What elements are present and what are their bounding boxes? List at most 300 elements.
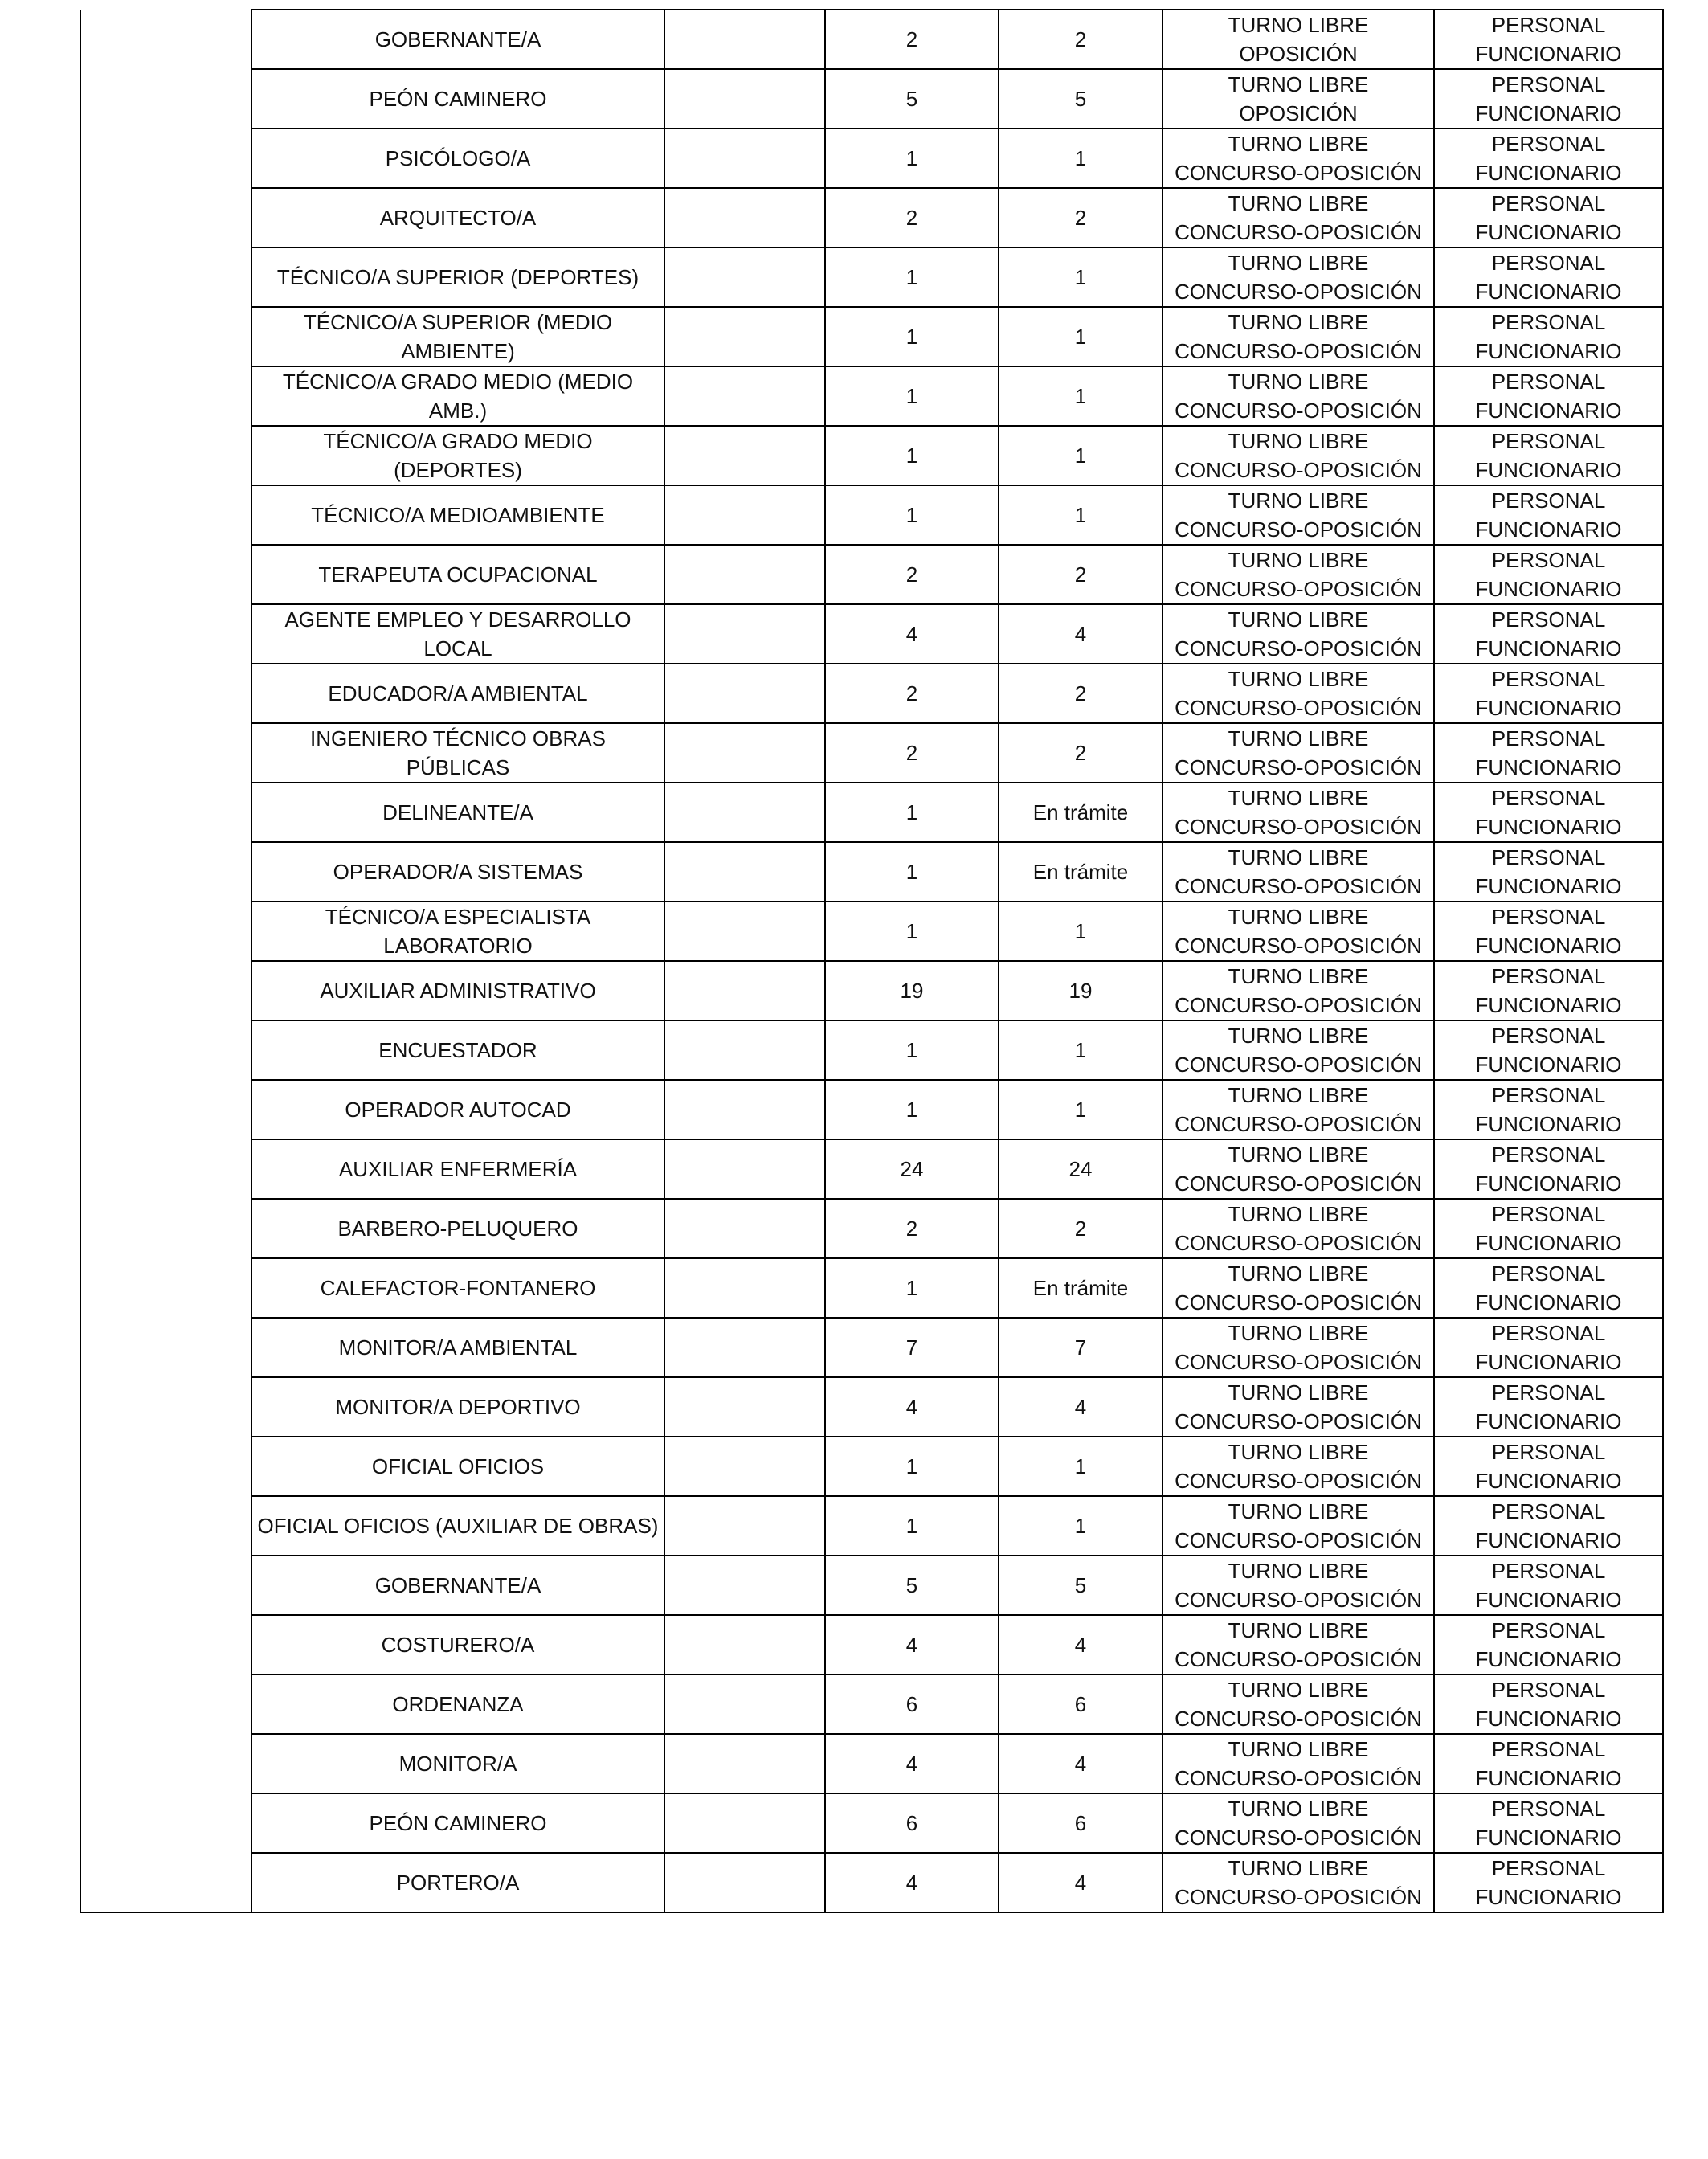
plazas-cell: 2 [825,545,999,604]
plazas-cell: 2 [825,1199,999,1258]
acceso-cell-line: CONCURSO-OPOSICIÓN [1175,1053,1422,1077]
cubiertas-cell: 6 [999,1793,1163,1853]
acceso-cell-line: TURNO LIBRE [1228,489,1369,513]
cubiertas-cell: 2 [999,545,1163,604]
regimen-cell-line: FUNCIONARIO [1475,458,1622,482]
regimen-cell-line: FUNCIONARIO [1475,1290,1622,1315]
plazas-cell: 1 [825,1020,999,1080]
table-row [80,1674,1663,1734]
acceso-cell-line: CONCURSO-OPOSICIÓN [1175,1826,1422,1850]
regimen-cell-line: PERSONAL [1491,905,1606,929]
acceso-cell-line: CONCURSO-OPOSICIÓN [1175,1172,1422,1196]
empty-cell [664,1615,825,1674]
plazas-cell: 2 [825,723,999,783]
puesto-cell: MONITOR/A AMBIENTAL [251,1318,664,1377]
acceso-cell [1163,1556,1434,1615]
regimen-cell [1434,902,1663,961]
regimen-cell-line: FUNCIONARIO [1475,1469,1622,1493]
acceso-cell-line: TURNO LIBRE [1228,1261,1369,1286]
acceso-cell-line: TURNO LIBRE [1228,370,1369,394]
table-row [80,1318,1663,1377]
puesto-cell: OPERADOR AUTOCAD [251,1080,664,1139]
acceso-cell [1163,723,1434,783]
acceso-cell-line: CONCURSO-OPOSICIÓN [1175,934,1422,958]
cubiertas-cell: 4 [999,1853,1163,1912]
puesto-cell: COSTURERO/A [251,1615,664,1674]
table-row [80,1080,1663,1139]
acceso-cell-line: CONCURSO-OPOSICIÓN [1175,755,1422,779]
acceso-cell-line: CONCURSO-OPOSICIÓN [1175,1350,1422,1374]
table-row [80,902,1663,961]
acceso-cell [1163,188,1434,247]
empty-cell [664,1496,825,1556]
puesto-cell: ORDENANZA [251,1674,664,1734]
cubiertas-cell: 2 [999,664,1163,723]
plazas-cell: 6 [825,1674,999,1734]
regimen-cell-line: FUNCIONARIO [1475,399,1622,423]
acceso-cell-line: CONCURSO-OPOSICIÓN [1175,874,1422,898]
regimen-cell-line: PERSONAL [1491,964,1606,988]
regimen-cell-line: PERSONAL [1491,1856,1606,1880]
regimen-cell-line: PERSONAL [1491,726,1606,750]
acceso-cell [1163,10,1434,69]
regimen-cell-line: PERSONAL [1491,132,1606,156]
empty-cell [664,1793,825,1853]
acceso-cell-line: TURNO LIBRE [1228,1380,1369,1405]
regimen-cell-line: PERSONAL [1491,72,1606,96]
acceso-cell-line: CONCURSO-OPOSICIÓN [1175,815,1422,839]
regimen-cell-line: PERSONAL [1491,548,1606,572]
cubiertas-cell: 1 [999,1020,1163,1080]
empty-cell [664,961,825,1020]
acceso-cell [1163,545,1434,604]
regimen-cell [1434,1020,1663,1080]
acceso-cell-line: CONCURSO-OPOSICIÓN [1175,399,1422,423]
plazas-cell: 1 [825,129,999,188]
acceso-cell-line: CONCURSO-OPOSICIÓN [1175,280,1422,304]
acceso-cell [1163,1199,1434,1258]
regimen-cell [1434,485,1663,545]
regimen-cell-line: FUNCIONARIO [1475,1766,1622,1790]
regimen-cell [1434,1674,1663,1734]
acceso-cell-line: CONCURSO-OPOSICIÓN [1175,1528,1422,1552]
acceso-cell-line: TURNO LIBRE [1228,1143,1369,1167]
cubiertas-cell: 2 [999,723,1163,783]
acceso-cell-line: CONCURSO-OPOSICIÓN [1175,1647,1422,1671]
acceso-cell-line: TURNO LIBRE [1228,1797,1369,1821]
plazas-cell: 2 [825,188,999,247]
puesto-cell: AUXILIAR ENFERMERÍA [251,1139,664,1199]
plazas-cell: 4 [825,1734,999,1793]
table-row [80,783,1663,842]
regimen-cell [1434,1139,1663,1199]
empty-cell [664,723,825,783]
table-row [80,1793,1663,1853]
regimen-cell-line: FUNCIONARIO [1475,1647,1622,1671]
cubiertas-cell: 1 [999,1496,1163,1556]
regimen-cell-line: FUNCIONARIO [1475,1826,1622,1850]
table-body [80,10,1663,1912]
cubiertas-cell: 1 [999,1080,1163,1139]
empty-cell [664,1258,825,1318]
puesto-cell: DELINEANTE/A [251,783,664,842]
puesto-cell: PSICÓLOGO/A [251,129,664,188]
regimen-cell-line: PERSONAL [1491,251,1606,275]
empty-cell [664,842,825,902]
cubiertas-cell: 5 [999,69,1163,129]
regimen-cell [1434,545,1663,604]
regimen-cell-line: PERSONAL [1491,489,1606,513]
regimen-cell-line: FUNCIONARIO [1475,577,1622,601]
acceso-cell [1163,604,1434,664]
acceso-cell [1163,1258,1434,1318]
regimen-cell [1434,129,1663,188]
regimen-cell-line: PERSONAL [1491,1499,1606,1523]
regimen-cell-line: FUNCIONARIO [1475,517,1622,542]
regimen-cell-line: FUNCIONARIO [1475,1350,1622,1374]
regimen-cell [1434,307,1663,366]
group-cell [80,10,251,1912]
regimen-cell [1434,366,1663,426]
plazas-cell: 1 [825,902,999,961]
regimen-cell-line: FUNCIONARIO [1475,636,1622,660]
regimen-cell-line: PERSONAL [1491,1380,1606,1405]
regimen-cell [1434,1258,1663,1318]
table-row [80,1615,1663,1674]
acceso-cell [1163,1080,1434,1139]
table-row [80,1258,1663,1318]
acceso-cell [1163,961,1434,1020]
regimen-cell-line: PERSONAL [1491,1737,1606,1761]
table-row [80,69,1663,129]
regimen-cell-line: PERSONAL [1491,310,1606,334]
regimen-cell-line: PERSONAL [1491,429,1606,453]
regimen-cell [1434,723,1663,783]
empty-cell [664,1734,825,1793]
cubiertas-cell: 7 [999,1318,1163,1377]
regimen-cell-line: PERSONAL [1491,1202,1606,1226]
acceso-cell [1163,426,1434,485]
regimen-cell [1434,1199,1663,1258]
table-row [80,1139,1663,1199]
empty-cell [664,426,825,485]
empty-cell [664,1199,825,1258]
empty-cell [664,1853,825,1912]
acceso-cell [1163,69,1434,129]
regimen-cell [1434,1615,1663,1674]
puesto-cell: TÉCNICO/A MEDIOAMBIENTE [251,485,664,545]
puesto-cell: OPERADOR/A SISTEMAS [251,842,664,902]
table-row [80,842,1663,902]
acceso-cell-line: TURNO LIBRE OPOSICIÓN [1228,72,1369,125]
empty-cell [664,545,825,604]
acceso-cell-line: CONCURSO-OPOSICIÓN [1175,1885,1422,1909]
acceso-cell [1163,1318,1434,1377]
puesto-cell: TÉCNICO/A GRADO MEDIO (DEPORTES) [251,426,664,485]
regimen-cell-line: PERSONAL [1491,1024,1606,1048]
acceso-cell [1163,1377,1434,1437]
empty-cell [664,1556,825,1615]
cubiertas-cell: 1 [999,902,1163,961]
acceso-cell-line: TURNO LIBRE [1228,1737,1369,1761]
acceso-cell [1163,485,1434,545]
acceso-cell-line: CONCURSO-OPOSICIÓN [1175,339,1422,363]
acceso-cell [1163,1437,1434,1496]
regimen-cell [1434,69,1663,129]
puesto-cell: OFICIAL OFICIOS [251,1437,664,1496]
cubiertas-cell: En trámite [999,1258,1163,1318]
cubiertas-cell: 1 [999,247,1163,307]
puesto-cell: PEÓN CAMINERO [251,1793,664,1853]
empty-cell [664,1674,825,1734]
regimen-cell [1434,1793,1663,1853]
table-row [80,723,1663,783]
regimen-cell-line: PERSONAL [1491,370,1606,394]
acceso-cell-line: TURNO LIBRE OPOSICIÓN [1228,13,1369,66]
puesto-cell: INGENIERO TÉCNICO OBRAS PÚBLICAS [251,723,664,783]
acceso-cell [1163,129,1434,188]
acceso-cell [1163,366,1434,426]
cubiertas-cell: 4 [999,604,1163,664]
empty-cell [664,188,825,247]
regimen-cell-line: FUNCIONARIO [1475,815,1622,839]
acceso-cell-line: TURNO LIBRE [1228,726,1369,750]
plazas-cell: 6 [825,1793,999,1853]
regimen-cell [1434,1496,1663,1556]
plazas-cell: 1 [825,1437,999,1496]
regimen-cell-line: FUNCIONARIO [1475,339,1622,363]
regimen-cell-line: FUNCIONARIO [1475,874,1622,898]
acceso-cell-line: TURNO LIBRE [1228,786,1369,810]
acceso-cell-line: TURNO LIBRE [1228,964,1369,988]
regimen-cell-line: FUNCIONARIO [1475,280,1622,304]
acceso-cell-line: CONCURSO-OPOSICIÓN [1175,1588,1422,1612]
cubiertas-cell: 2 [999,1199,1163,1258]
regimen-cell-line: PERSONAL [1491,845,1606,869]
regimen-cell-line: FUNCIONARIO [1475,934,1622,958]
acceso-cell [1163,1853,1434,1912]
table-row [80,1377,1663,1437]
puesto-cell: MONITOR/A DEPORTIVO [251,1377,664,1437]
empty-cell [664,1020,825,1080]
regimen-cell [1434,961,1663,1020]
regimen-cell-line: PERSONAL [1491,1618,1606,1642]
puesto-cell: TERAPEUTA OCUPACIONAL [251,545,664,604]
cubiertas-cell: 1 [999,485,1163,545]
regimen-cell-line: PERSONAL [1491,13,1606,37]
table-row [80,307,1663,366]
empty-cell [664,1139,825,1199]
puesto-cell: GOBERNANTE/A [251,10,664,69]
acceso-cell-line: TURNO LIBRE [1228,905,1369,929]
puesto-cell: TÉCNICO/A SUPERIOR (DEPORTES) [251,247,664,307]
acceso-cell-line: TURNO LIBRE [1228,429,1369,453]
plazas-cell: 1 [825,485,999,545]
cubiertas-cell: En trámite [999,842,1163,902]
regimen-cell-line: PERSONAL [1491,1261,1606,1286]
empty-cell [664,366,825,426]
regimen-cell-line: PERSONAL [1491,1083,1606,1107]
acceso-cell [1163,1674,1434,1734]
regimen-cell-line: FUNCIONARIO [1475,1231,1622,1255]
plazas-cell: 2 [825,664,999,723]
acceso-cell-line: TURNO LIBRE [1228,251,1369,275]
acceso-cell-line: CONCURSO-OPOSICIÓN [1175,220,1422,244]
acceso-cell-line: TURNO LIBRE [1228,667,1369,691]
acceso-cell-line: TURNO LIBRE [1228,191,1369,215]
regimen-cell [1434,1556,1663,1615]
plazas-cell: 19 [825,961,999,1020]
acceso-cell-line: TURNO LIBRE [1228,1083,1369,1107]
table-row [80,961,1663,1020]
empty-cell [664,69,825,129]
acceso-cell-line: CONCURSO-OPOSICIÓN [1175,1409,1422,1433]
acceso-cell-line: TURNO LIBRE [1228,607,1369,632]
regimen-cell-line: FUNCIONARIO [1475,1528,1622,1552]
acceso-cell-line: TURNO LIBRE [1228,1856,1369,1880]
regimen-cell-line: PERSONAL [1491,1797,1606,1821]
plazas-cell: 1 [825,842,999,902]
regimen-cell-line: FUNCIONARIO [1475,1588,1622,1612]
table-row [80,485,1663,545]
empty-cell [664,1377,825,1437]
puesto-cell: GOBERNANTE/A [251,1556,664,1615]
acceso-cell-line: TURNO LIBRE [1228,1321,1369,1345]
acceso-cell-line: TURNO LIBRE [1228,548,1369,572]
puesto-cell: MONITOR/A [251,1734,664,1793]
regimen-cell-line: FUNCIONARIO [1475,1112,1622,1136]
acceso-cell-line: TURNO LIBRE [1228,1618,1369,1642]
plazas-cell: 4 [825,1615,999,1674]
plazas-cell: 1 [825,1080,999,1139]
acceso-cell [1163,247,1434,307]
regimen-cell-line: FUNCIONARIO [1475,1707,1622,1731]
acceso-cell-line: TURNO LIBRE [1228,1678,1369,1702]
plazas-cell: 1 [825,247,999,307]
regimen-cell-line: PERSONAL [1491,1678,1606,1702]
regimen-cell [1434,188,1663,247]
empty-cell [664,129,825,188]
acceso-cell [1163,664,1434,723]
acceso-cell [1163,902,1434,961]
table-row [80,1020,1663,1080]
table-row [80,604,1663,664]
regimen-cell [1434,1377,1663,1437]
plazas-cell: 7 [825,1318,999,1377]
regimen-cell [1434,1318,1663,1377]
cubiertas-cell: 1 [999,307,1163,366]
regimen-cell-line: PERSONAL [1491,1143,1606,1167]
cubiertas-cell: 2 [999,10,1163,69]
empty-cell [664,902,825,961]
empty-cell [664,247,825,307]
cubiertas-cell: 19 [999,961,1163,1020]
regimen-cell [1434,842,1663,902]
cubiertas-cell: 6 [999,1674,1163,1734]
puesto-cell: TÉCNICO/A GRADO MEDIO (MEDIO AMB.) [251,366,664,426]
plazas-cell: 1 [825,366,999,426]
plazas-cell: 2 [825,10,999,69]
acceso-cell-line: CONCURSO-OPOSICIÓN [1175,1231,1422,1255]
acceso-cell-line: CONCURSO-OPOSICIÓN [1175,1469,1422,1493]
table-row [80,1199,1663,1258]
plazas-cell: 4 [825,1853,999,1912]
puesto-cell: CALEFACTOR-FONTANERO [251,1258,664,1318]
plazas-cell: 1 [825,1496,999,1556]
acceso-cell [1163,1615,1434,1674]
puesto-cell: ARQUITECTO/A [251,188,664,247]
plazas-cell: 24 [825,1139,999,1199]
regimen-cell [1434,604,1663,664]
acceso-cell [1163,783,1434,842]
acceso-cell-line: TURNO LIBRE [1228,1202,1369,1226]
regimen-cell-line: PERSONAL [1491,1559,1606,1583]
acceso-cell [1163,307,1434,366]
cubiertas-cell: 2 [999,188,1163,247]
cubiertas-cell: 4 [999,1615,1163,1674]
empty-cell [664,1318,825,1377]
regimen-cell [1434,1437,1663,1496]
table-row [80,1556,1663,1615]
table-row [80,1853,1663,1912]
table-row [80,545,1663,604]
regimen-cell [1434,1080,1663,1139]
regimen-cell-line: FUNCIONARIO [1475,220,1622,244]
regimen-cell [1434,426,1663,485]
plazas-cell: 1 [825,307,999,366]
plazas-cell: 4 [825,604,999,664]
plazas-cell: 5 [825,1556,999,1615]
puesto-cell: ENCUESTADOR [251,1020,664,1080]
regimen-cell-line: PERSONAL [1491,786,1606,810]
acceso-cell-line: CONCURSO-OPOSICIÓN [1175,577,1422,601]
regimen-cell-line: FUNCIONARIO [1475,993,1622,1017]
regimen-cell-line: FUNCIONARIO [1475,696,1622,720]
acceso-cell-line: CONCURSO-OPOSICIÓN [1175,1766,1422,1790]
regimen-cell-line: FUNCIONARIO [1475,1409,1622,1433]
regimen-cell-line: PERSONAL [1491,1321,1606,1345]
table-row [80,1496,1663,1556]
regimen-cell-line: FUNCIONARIO [1475,1885,1622,1909]
regimen-cell-line: FUNCIONARIO [1475,1172,1622,1196]
table-row [80,426,1663,485]
regimen-cell-line: FUNCIONARIO [1475,101,1622,125]
regimen-cell [1434,783,1663,842]
acceso-cell [1163,1020,1434,1080]
regimen-cell [1434,1853,1663,1912]
puesto-cell: AUXILIAR ADMINISTRATIVO [251,961,664,1020]
regimen-cell-line: PERSONAL [1491,1440,1606,1464]
cubiertas-cell: 5 [999,1556,1163,1615]
acceso-cell-line: CONCURSO-OPOSICIÓN [1175,458,1422,482]
acceso-cell-line: TURNO LIBRE [1228,310,1369,334]
plazas-cell: 5 [825,69,999,129]
plazas-cell: 1 [825,426,999,485]
acceso-cell-line: CONCURSO-OPOSICIÓN [1175,696,1422,720]
table-row [80,10,1663,69]
acceso-cell [1163,1139,1434,1199]
empty-cell [664,604,825,664]
regimen-cell [1434,1734,1663,1793]
table-row [80,366,1663,426]
puesto-cell: TÉCNICO/A ESPECIALISTA LABORATORIO [251,902,664,961]
plazas-cell: 1 [825,783,999,842]
cubiertas-cell: 4 [999,1377,1163,1437]
empty-cell [664,1080,825,1139]
regimen-cell [1434,247,1663,307]
acceso-cell-line: TURNO LIBRE [1228,845,1369,869]
plazas-cell: 4 [825,1377,999,1437]
